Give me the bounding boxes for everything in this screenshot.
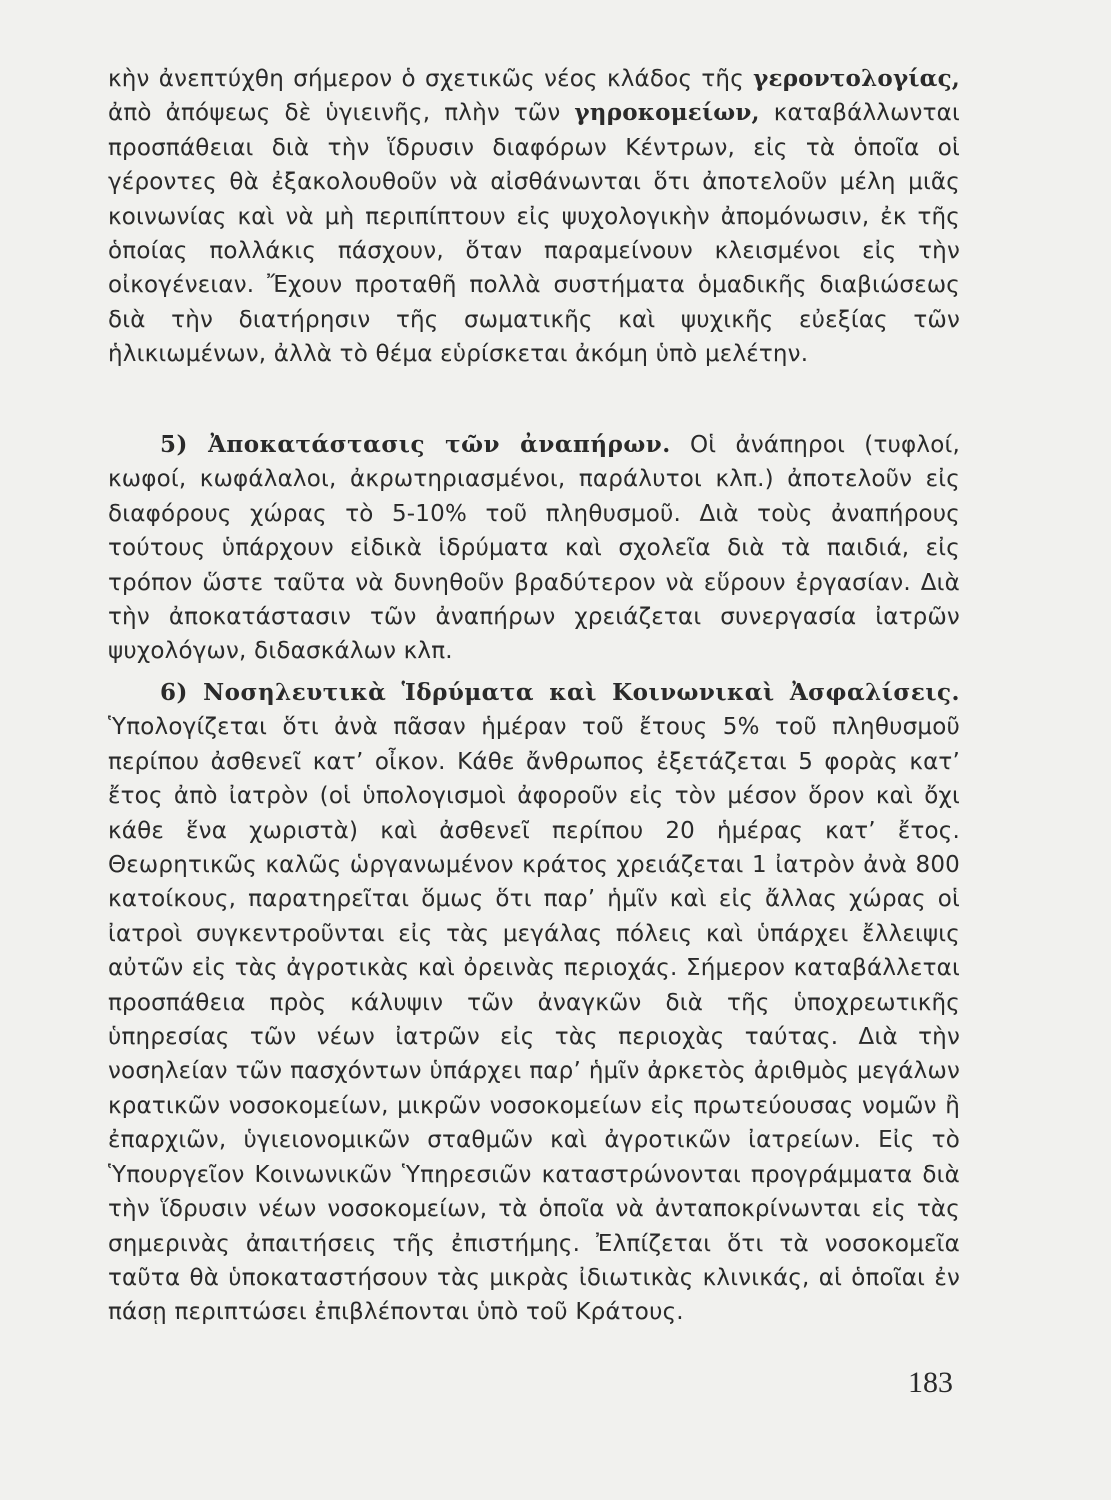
- paragraph-rehabilitation: [108, 428, 960, 669]
- paragraph-text: κὴν ἀνεπτύχθη σήμερον ὁ σχετικῶς νέος κλάδος τῆς: [108, 66, 754, 92]
- term-gerontology: γεροντολογίας,: [753, 65, 960, 92]
- paragraph-gerontology: [108, 62, 960, 372]
- term-old-age-homes: γηροκομείων,: [574, 99, 760, 127]
- paragraph-text: Ὑπολογίζεται ὅτι ἀνὰ πᾶσαν ἡμέραν τοῦ ἔτους 5% τοῦ πληθυσμοῦ περίπου ἀσθενεῖ κατ’ οἶκον. Κάθε ἄνθρωπος ἐξετάζεται 5 φορὰς κατ’ ἔτος ἀπὸ ἰατρὸν (οἱ ὑπολογισμοὶ ἀφοροῦν εἰς τὸν μέσον ὅρον καὶ ὄχι κάθε ἕνα χωριστὰ) καὶ ἀσθενεῖ περίπου 20 ἡμέρας κατ’ ἔτος. Θεωρητικῶς καλῶς ὡργανωμένον κράτος χρειάζεται 1 ἰατρὸν ἀνὰ 800 κατοίκους, παρατηρεῖται ὅμως ὅτι παρ’ ἡμῖν καὶ εἰς ἄλλας χώρας οἱ ἰατροὶ συγκεντροῦνται εἰς τὰς μεγάλας πόλεις καὶ ὑπάρχει ἔλλειψις αὐτῶν εἰς τὰς ἀγροτικὰς καὶ ὀρεινὰς περιοχάς. Σήμερον καταβάλλεται προσπάθεια πρὸς κάλυψιν τῶν ἀναγκῶν διὰ τῆς ὑποχρεωτικῆς ὑπηρεσίας τῶν νέων ἰατρῶν εἰς τὰς περιοχὰς ταύτας. Διὰ τὴν νοσηλείαν τῶν πασχόντων ὑπάρχει παρ’ ἡμῖν ἀρκετὸς ἀριθμὸς μεγάλων κρατικῶν νοσοκομείων, μικρῶν νοσοκομείων εἰς πρωτεύουσας νομῶν ἢ ἐπαρχιῶν, ὑγιειονομικῶν σταθμῶν καὶ ἀγροτικῶν ἰατρείων. Εἰς τὸ Ὑπουργεῖον Κοινωνικῶν Ὑπηρεσιῶν καταστρώνονται προγράμματα διὰ τὴν ἵδρυσιν νέων νοσοκομείων, τὰ ὁποῖα νὰ ἀνταποκρίνωνται εἰς τὰς σημερινὰς ἀπαιτήσεις τῆς ἐπιστήμης. Ἐλπίζεται ὅτι τὰ νοσοκομεῖα ταῦτα θὰ ὑποκαταστήσουν τὰς μικρὰς ἰδιωτικὰς κλινικάς, αἱ ὁποῖαι ἐν πάσῃ περιπτώσει ἐπιβλέπονται ὑπὸ τοῦ Κράτους.: [108, 714, 960, 1326]
- section-heading-hospitals-insurance: 6) Νοσηλευτικὰ Ἱδρύματα καὶ Κοινωνικαὶ Ἀσφαλίσεις.: [160, 679, 960, 706]
- paragraph-text: καταβάλλωνται προσπάθειαι διὰ τὴν ἵδρυσιν διαφόρων Κέντρων, εἰς τὰ ὁποῖα οἱ γέροντες θὰ ἐξακολουθοῦν νὰ αἰσθάνωνται ὅτι ἀποτελοῦν μέλη μιᾶς κοινωνίας καὶ νὰ μὴ περιπίπτουν εἰς ψυχολογικὴν ἀπομόνωσιν, ἐκ τῆς ὁποίας πολλάκις πάσχουν, ὅταν παραμείνουν κλεισμένοι εἰς τὴν οἰκογένειαν. Ἔχουν προταθῆ πολλὰ συστήματα ὁμαδικῆς διαβιώσεως διὰ τὴν διατήρησιν τῆς σωματικῆς καὶ ψυχικῆς εὐεξίας τῶν ἡλικιωμένων, ἀλλὰ τὸ θέμα εὑρίσκεται ἀκόμη ὑπὸ μελέτην.: [108, 100, 960, 368]
- section-heading-rehabilitation: 5) Ἀποκατάστασις τῶν ἀναπήρων.: [160, 431, 671, 458]
- page-number: 183: [908, 1366, 953, 1399]
- paragraph-text: ἀπὸ ἀπόψεως δὲ ὑγιεινῆς, πλὴν τῶν: [108, 100, 575, 127]
- paragraph-text: Οἱ ἀνάπηροι (τυφλοί, κωφοί, κωφάλαλοι, ἀκρωτηριασμένοι, παράλυτοι κλπ.) ἀποτελοῦν εἰς διαφόρους χώρας τὸ 5-10% τοῦ πληθυσμοῦ. Διὰ τοὺς ἀναπήρους τούτους ὑπάρχουν εἰδικὰ ἱδρύματα καὶ σχολεῖα διὰ τὰ παιδιά, εἰς τρόπον ὥστε ταῦτα νὰ δυνηθοῦν βραδύτερον νὰ εὕρουν ἐργασίαν. Διὰ τὴν ἀποκατάστασιν τῶν ἀναπήρων χρειάζεται συνεργασία ἰατρῶν ψυχολόγων, διδασκάλων κλπ.: [108, 432, 960, 665]
- paragraph-hospitals-insurance: [108, 676, 960, 1330]
